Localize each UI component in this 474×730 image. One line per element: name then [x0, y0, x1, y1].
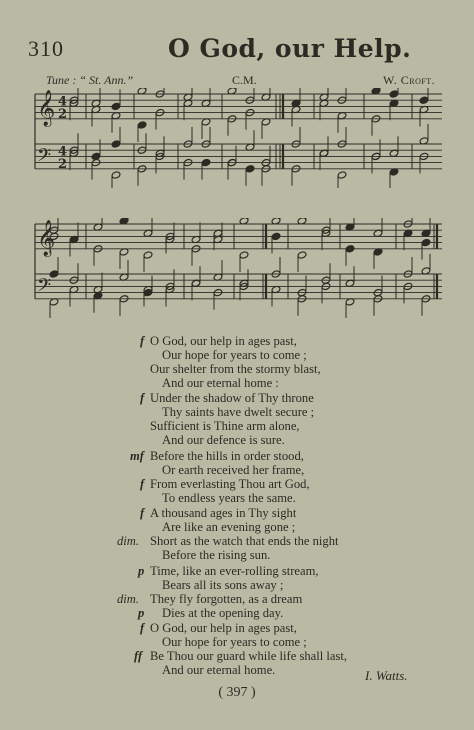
hymn-title: O God, our Help. [168, 34, 412, 63]
dynamic-marking: f [140, 391, 145, 405]
dynamic-marking: f [140, 477, 145, 492]
note-head [271, 232, 281, 240]
staff-system [34, 218, 444, 318]
note-head [111, 140, 121, 148]
stanza-line: O God, our help in ages past, [150, 621, 297, 635]
hymn-author: I. Watts. [365, 668, 408, 683]
stanza-line: O God, our help in ages past, [150, 334, 297, 348]
staff-system [34, 88, 444, 188]
note-head [201, 158, 211, 166]
note-head [239, 251, 249, 259]
treble-staff [35, 90, 442, 127]
stanza-line: Are like an evening gone ; [162, 520, 296, 535]
bass-clef-icon: 𝄢 [37, 275, 52, 301]
stanza-line: And our eternal home. [162, 663, 276, 678]
note-head [345, 245, 355, 253]
dynamic-marking: mf [130, 449, 144, 463]
music-system-1 [34, 88, 444, 188]
stanza-line: Bears all its sons away ; [162, 578, 284, 593]
dynamic-marking: f [140, 621, 145, 635]
stanza-line: Thy saints have dwelt secure ; [162, 405, 315, 420]
hymn-number: 310 [28, 36, 64, 61]
note-head [143, 251, 153, 259]
note-head [421, 238, 431, 246]
note-head [111, 171, 121, 179]
dynamic-marking: p [138, 606, 145, 621]
dynamic-marking: f [140, 506, 145, 520]
bass-clef-icon: 𝄢 [37, 145, 52, 171]
stanza-line: Dies at the opening day. [162, 606, 284, 621]
stanza-line: A thousand ages in Thy sight [150, 506, 297, 520]
dynamic-marking: ff [134, 649, 143, 664]
time-signature-numerator: 4 [58, 144, 68, 160]
tune-name: Tune : “ St. Ann.” [46, 73, 134, 87]
stanza-line: Our shelter from the stormy blast, [150, 362, 321, 377]
note-head [245, 165, 255, 173]
page-number: ( 397 ) [218, 685, 256, 700]
stanza-line: Our hope for years to come ; [162, 348, 307, 363]
stanza-line: Be Thou our guard while life shall last, [150, 649, 348, 664]
note-head [389, 90, 399, 98]
time-signature-numerator: 4 [58, 94, 68, 110]
stanza-line: To endless years the same. [162, 491, 296, 506]
note-head [137, 121, 147, 129]
dynamic-marking: f [140, 334, 145, 348]
note-head [419, 96, 429, 104]
stanza-line: They fly forgotten, as a dream [150, 592, 303, 607]
treble-clef-icon: 𝄞 [37, 89, 56, 126]
treble-clef-icon: 𝄞 [37, 219, 56, 256]
stanza-line: And our eternal home : [162, 376, 279, 391]
stanza-line: Time, like an ever-rolling stream, [150, 564, 319, 578]
music-system-2 [34, 218, 444, 318]
time-signature-denominator: 2 [58, 156, 68, 172]
note-head [297, 251, 307, 259]
stanza-line: Before the hills in order stood, [150, 449, 304, 463]
note-head [49, 270, 59, 278]
stanza-line: Under the shadow of Thy throne [150, 391, 314, 405]
stanza-line: Before the rising sun. [162, 548, 271, 563]
stanza-line: And our defence is sure. [162, 433, 285, 448]
dynamic-marking: dim. [117, 534, 140, 549]
note-head [337, 171, 347, 179]
dynamic-marking: p [138, 564, 145, 578]
stanza-line: Short as the watch that ends the night [150, 534, 339, 549]
time-signature-denominator: 2 [58, 106, 68, 122]
dynamic-marking: dim. [117, 592, 140, 607]
stanza-line: Our hope for years to come ; [162, 635, 307, 650]
stanza-line: Sufficient is Thine arm alone, [150, 419, 300, 434]
note-head [111, 102, 121, 110]
stanza-line: From everlasting Thou art God, [150, 477, 310, 492]
stanza-line: Or earth received her frame, [162, 463, 305, 478]
tune-composer: W. Croft. [383, 73, 436, 87]
tune-meter: C.M. [232, 73, 257, 87]
